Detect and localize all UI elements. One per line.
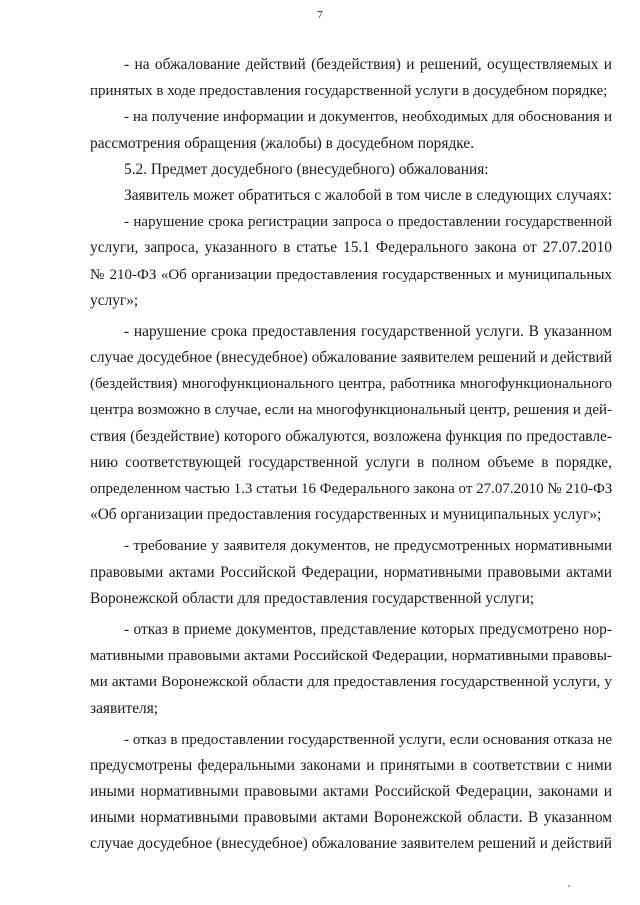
text-line: «Об организации предоставления государственных и муниципальных услуг»; [90, 506, 602, 524]
text-line: определенном частью 1.3 статьи 16 Федерального закона от 27.07.2010 № 210-ФЗ [90, 481, 612, 497]
text-line: - отказ в предоставлении государственной услуги, если основания отказа не [124, 731, 612, 748]
text-line: 5.2. Предмет досудебного (внесудебного) обжалования: [124, 160, 489, 178]
text-line: - нарушение срока регистрации запроса о предоставлении государственной [124, 214, 612, 231]
scan-speck [568, 885, 570, 887]
text-line: правовыми актами Российской Федерации, нормативными правовыми актами [90, 563, 612, 581]
text-line: Воронежской области для предоставления государственной услуги; [90, 589, 535, 607]
text-line: мативными правовыми актами Российской Федерации, нормативными правовы- [90, 647, 612, 665]
text-line: услуг»; [90, 291, 139, 309]
text-line: ствия (бездействие) которого обжалуются, возложена функция по предоставле- [90, 427, 612, 445]
text-line: № 210-ФЗ «Об организации предоставления государственных и муниципальных [90, 266, 612, 283]
text-line: - требование у заявителя документов, не предусмотренных нормативными [124, 537, 612, 555]
text-line: Заявитель может обратиться с жалобой в том числе в следующих случаях: [124, 186, 612, 204]
text-line: центра возможно в случае, если на многофункциональный центр, решения и дей- [90, 402, 612, 419]
text-line: (бездействия) многофункционального центра, работника многофункционального [90, 376, 612, 393]
text-line: принятых в ходе предоставления государственной услуги в досудебном порядке; [90, 83, 608, 100]
text-line: - на обжалование действий (бездействия) и решений, осуществляемых и [124, 56, 612, 73]
text-line: случае досудебное (внесудебное) обжалование заявителем решений и действий [90, 835, 612, 853]
text-line: - на получение информации и документов, необходимых для обоснования и [124, 109, 612, 126]
text-line: заявителя; [90, 699, 159, 717]
text-line: иными нормативными правовыми актами Воронежской области. В указанном [90, 809, 612, 827]
text-line: ми актами Воронежской области для предоставления государственной услуги, у [90, 673, 612, 691]
text-line: предусмотрены федеральными законами и принятыми в соответствии с ними [90, 756, 612, 774]
text-line: случае досудебное (внесудебное) обжалование заявителем решений и действий [90, 349, 612, 367]
text-line: услуги, запроса, указанного в статье 15.1 Федерального закона от 27.07.2010 [90, 239, 612, 257]
text-line: - отказ в приеме документов, представление которых предусмотрено нор- [124, 620, 612, 638]
page-number: 7 [317, 9, 323, 21]
text-line: рассмотрения обращения (жалобы) в досудебном порядке. [90, 134, 475, 152]
text-line: нию соответствующей государственной услуги в полном объеме в порядке, [90, 453, 612, 471]
document-body [90, 52, 612, 858]
text-line: - нарушение срока предоставления государственной услуги. В указанном [124, 322, 612, 340]
text-line: иными нормативными правовыми актами Российской Федерации, законами и [90, 783, 612, 801]
